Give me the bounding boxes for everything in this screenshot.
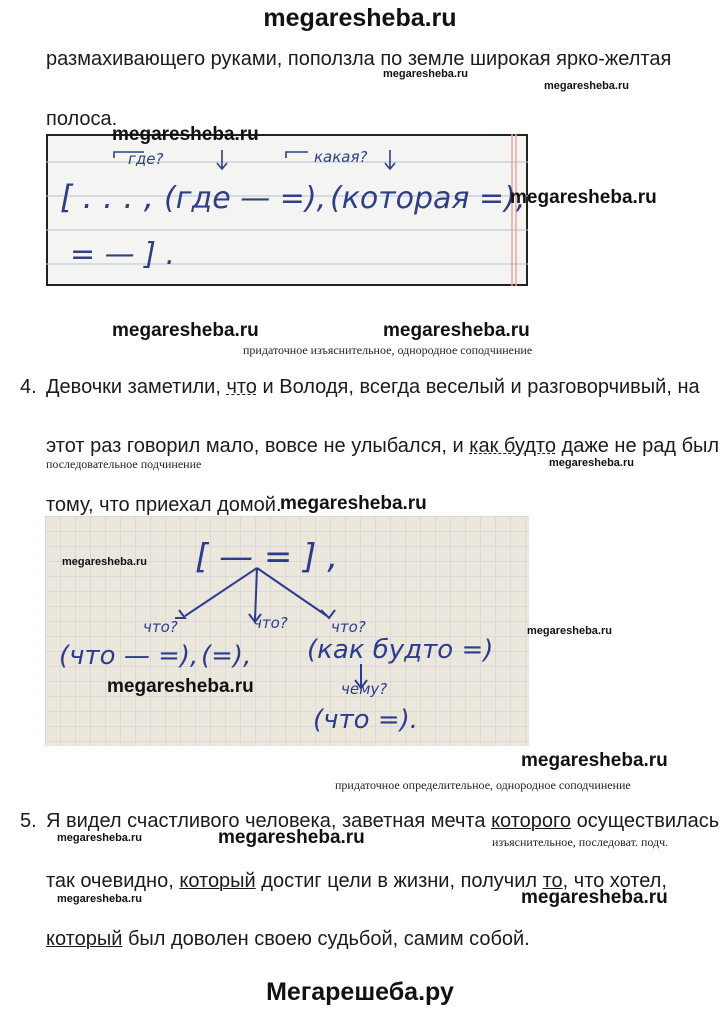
watermark: megaresheba.ru bbox=[57, 832, 142, 844]
watermark: megaresheba.ru bbox=[383, 68, 468, 80]
scheme-2-question-2: что? bbox=[253, 614, 288, 632]
p4-line-2: этот раз говорил мало, вовсе не улыбался, и как будто даже не рад был bbox=[46, 435, 720, 457]
site-footer[interactable]: Мегарешеба.ру bbox=[266, 978, 454, 1006]
scheme-2-clause-3: (как будто =) bbox=[307, 635, 494, 665]
watermark: megaresheba.ru bbox=[383, 320, 530, 341]
word-kotoryi: который bbox=[179, 870, 256, 892]
p4-line-1: Девочки заметили, что и Володя, всегда веселый и разговорчивый, на bbox=[46, 376, 700, 398]
p5-line-1: Я видел счастливого человека, заветная мечта которого осуществилась bbox=[46, 810, 720, 832]
scheme-1-clause-gde: (где — =), bbox=[164, 181, 327, 216]
watermark: megaresheba.ru bbox=[62, 556, 147, 568]
scheme-2-clause-2: (=), bbox=[201, 641, 252, 671]
watermark: megaresheba.ru bbox=[544, 80, 629, 92]
watermark: megaresheba.ru bbox=[549, 457, 634, 469]
conjunction-chto: что bbox=[226, 376, 257, 398]
p3-line-2: полоса. bbox=[46, 108, 118, 130]
scheme-2-question-1: что? bbox=[143, 618, 178, 636]
p3-line-1: размахивающего руками, поползла по земле широкая ярко-желтая bbox=[46, 48, 672, 70]
scheme-1-drawing bbox=[46, 134, 528, 286]
p4-caption: придаточное определительное, однородное соподчинение bbox=[335, 778, 631, 792]
p5-number: 5. bbox=[20, 810, 37, 832]
scheme-1-clause-kotoraya: (которая =), bbox=[330, 181, 526, 216]
watermark: megaresheba.ru bbox=[521, 750, 668, 771]
scheme-2-clause-1: (что — =), bbox=[59, 641, 199, 671]
scheme-1-row2: = — ] . bbox=[70, 237, 175, 272]
scheme-2-clause-4: (что =). bbox=[313, 705, 419, 735]
conjunction-kak-budto: как будто bbox=[469, 435, 556, 457]
p5-line-2: так очевидно, который достиг цели в жизни, получил то, что хотел, bbox=[46, 870, 667, 892]
watermark: megaresheba.ru bbox=[510, 187, 657, 208]
p4-line-3: тому, что приехал домой. bbox=[46, 494, 282, 516]
p4-number: 4. bbox=[20, 376, 37, 398]
scheme-2-question-3: что? bbox=[331, 618, 366, 636]
scheme-2-main: [ — = ] , bbox=[195, 537, 339, 577]
watermark: megaresheba.ru bbox=[521, 887, 668, 908]
watermark: megaresheba.ru bbox=[112, 124, 259, 145]
watermark: megaresheba.ru bbox=[218, 827, 365, 848]
p5-line-3: который был доволен своею судьбой, самим собой. bbox=[46, 928, 530, 950]
watermark: megaresheba.ru bbox=[280, 493, 427, 514]
word-kotorogo: которого bbox=[491, 810, 572, 832]
watermark: megaresheba.ru bbox=[112, 320, 259, 341]
word-kotoryi-2: который bbox=[46, 928, 123, 950]
scheme-1-question-kakaya: какая? bbox=[314, 148, 368, 166]
p4-note-left: последовательное подчинение bbox=[46, 457, 202, 471]
scheme-photo-2 bbox=[45, 516, 529, 746]
site-title[interactable]: megaresheba.ru bbox=[263, 4, 457, 32]
watermark: megaresheba.ru bbox=[107, 676, 254, 697]
scheme-photo-1 bbox=[46, 134, 528, 286]
p3-caption: придаточное изъяснительное, однородное соподчинение bbox=[243, 343, 533, 357]
scheme-1-row1-open: [ . . . , bbox=[60, 178, 154, 216]
scheme-2-question-4: чему? bbox=[341, 680, 388, 698]
watermark: megaresheba.ru bbox=[527, 625, 612, 637]
watermark: megaresheba.ru bbox=[57, 893, 142, 905]
scheme-2-drawing bbox=[45, 516, 529, 746]
word-to: то bbox=[542, 870, 563, 892]
p5-note-right: изъяснительное, последоват. подч. bbox=[492, 835, 669, 849]
scheme-1-question-gde: где? bbox=[128, 150, 164, 168]
